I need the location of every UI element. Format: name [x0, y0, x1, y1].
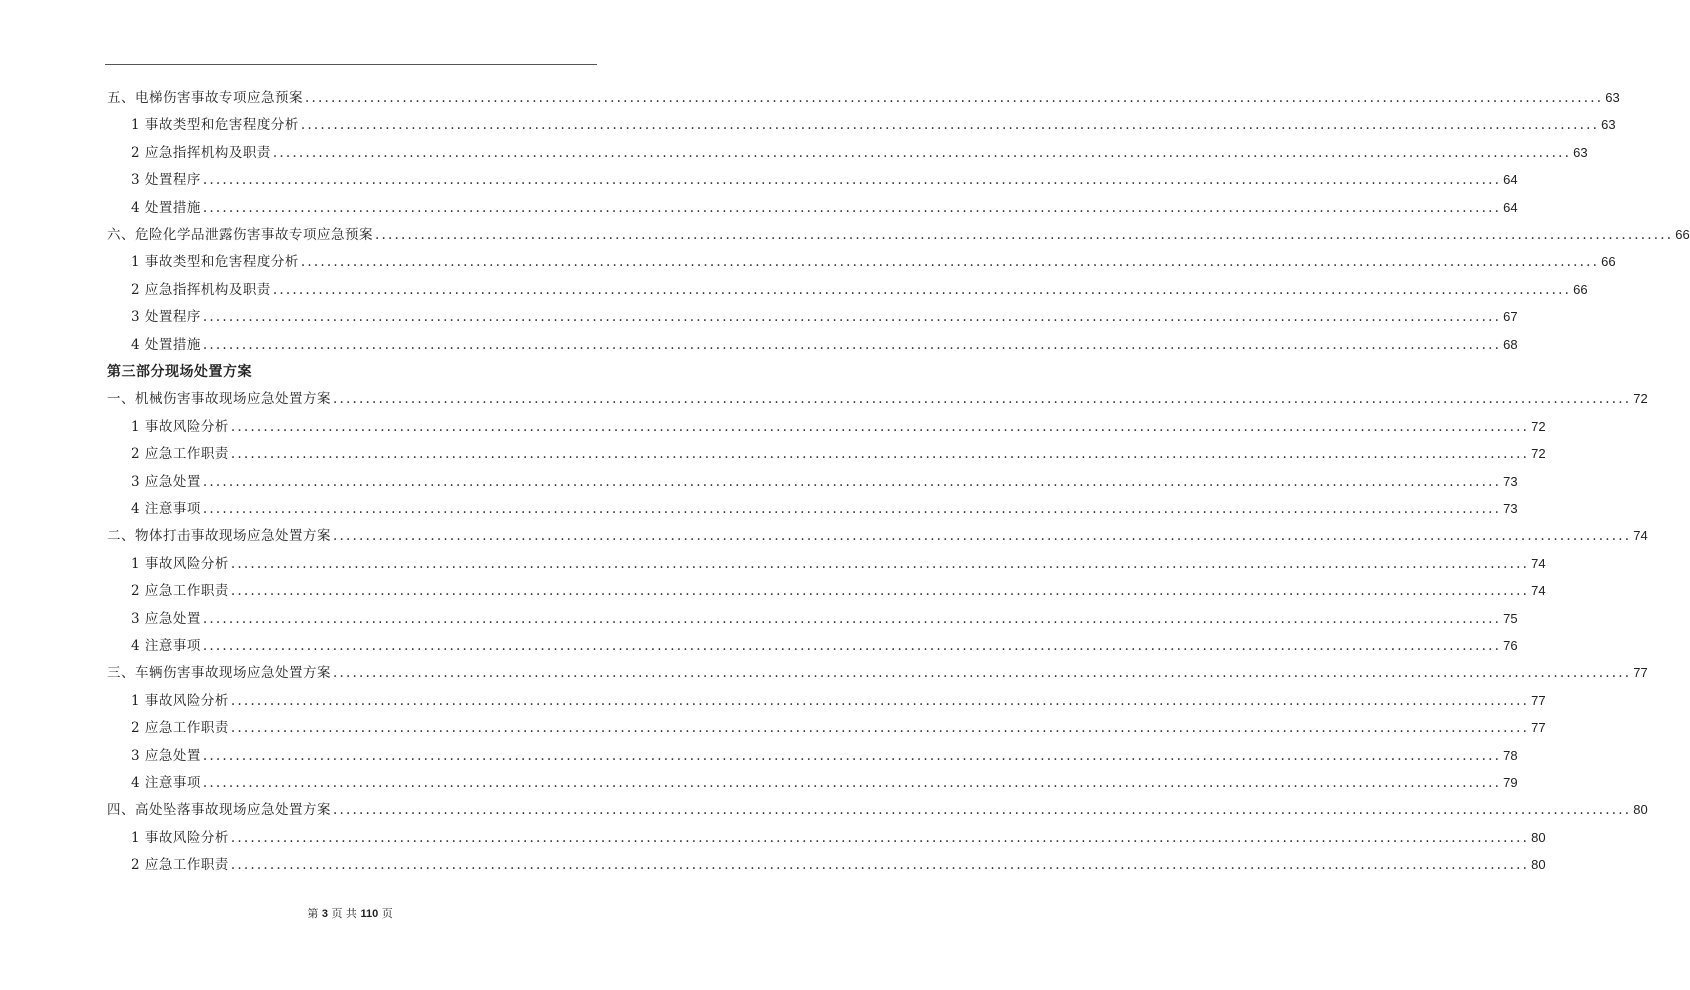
- toc-row: [0, 498, 1518, 524]
- toc-leader-dots: ........................................................................................................................................................................................................: [202, 309, 1502, 326]
- toc-subsection-entry[interactable]: [131, 197, 1518, 219]
- toc-entry-page-number: 66: [1601, 254, 1616, 270]
- toc-subsection-entry[interactable]: [131, 772, 1518, 794]
- toc-subsection-entry[interactable]: [131, 827, 1546, 849]
- toc-part-heading: 第三部分现场处置方案: [107, 364, 252, 380]
- toc-entry-page-number: 77: [1633, 665, 1648, 681]
- toc-section-entry[interactable]: [107, 224, 1690, 246]
- toc-entry-page-number: 77: [1531, 720, 1546, 736]
- toc-row: [0, 334, 1518, 360]
- toc-row: [0, 635, 1518, 661]
- toc-entry-title: 五、电梯伤害事故专项应急预案: [107, 90, 303, 106]
- toc-leader-dots: ........................................................................................................................................................................................................: [230, 720, 1530, 737]
- toc-entry-page-number: 78: [1503, 747, 1518, 763]
- toc-leader-dots: ........................................................................................................................................................................................................: [333, 802, 1632, 819]
- toc-entry-title: 二、物体打击事故现场应急处置方案: [107, 528, 331, 545]
- toc-leader-dots: ........................................................................................................................................................................................................: [202, 638, 1502, 654]
- toc-row: [0, 854, 1546, 880]
- toc-leader-dots: ........................................................................................................................................................................................................: [202, 172, 1502, 189]
- toc-entry-page-number: 66: [1573, 281, 1588, 297]
- toc-entry-title: 2 应急指挥机构及职责: [131, 144, 271, 161]
- toc-row: [0, 142, 1588, 168]
- toc-row: [0, 690, 1546, 716]
- toc-entry-title: 3 应急处置: [131, 610, 201, 627]
- toc-leader-dots: ........................................................................................................................................................................................................: [300, 117, 1600, 134]
- toc-entry-title: 4 注意事项: [131, 501, 201, 517]
- toc-leader-dots: ........................................................................................................................................................................................................: [230, 446, 1530, 463]
- toc-leader-dots: ........................................................................................................................................................................................................: [333, 665, 1632, 682]
- toc-subsection-entry[interactable]: [131, 251, 1616, 273]
- toc-leader-dots: ........................................................................................................................................................................................................: [202, 199, 1502, 216]
- toc-leader-dots: ........................................................................................................................................................................................................: [230, 857, 1530, 874]
- toc-leader-dots: ........................................................................................................................................................................................................: [375, 227, 1674, 243]
- toc-row: [0, 169, 1518, 195]
- toc-entry-page-number: 68: [1503, 336, 1518, 352]
- toc-row: [0, 279, 1588, 305]
- toc-subsection-entry[interactable]: [131, 498, 1518, 520]
- toc-leader-dots: ........................................................................................................................................................................................................: [333, 391, 1632, 408]
- toc-leader-dots: ........................................................................................................................................................................................................: [272, 144, 1572, 161]
- toc-entry-title: 2 应急工作职责: [131, 583, 229, 600]
- toc-row: [0, 717, 1546, 743]
- toc-leader-dots: ........................................................................................................................................................................................................: [202, 747, 1502, 764]
- toc-row: [0, 525, 1648, 551]
- toc-entry-title: 1 事故类型和危害程度分析: [131, 254, 299, 271]
- toc-row: [0, 443, 1546, 469]
- toc-leader-dots: ........................................................................................................................................................................................................: [333, 528, 1632, 545]
- toc-entry-title: 1 事故风险分析: [131, 829, 229, 846]
- toc-leader-dots: ........................................................................................................................................................................................................: [230, 583, 1530, 600]
- footer-prefix: 第: [307, 907, 319, 920]
- toc-entry-title: 3 处置程序: [131, 172, 201, 189]
- toc-row: [0, 553, 1546, 579]
- footer-suffix: 页: [381, 907, 393, 920]
- toc-entry-title: 4 注意事项: [131, 638, 201, 654]
- toc-subsection-entry[interactable]: [131, 142, 1588, 164]
- toc-entry-page-number: 64: [1503, 199, 1518, 215]
- toc-row: [0, 745, 1518, 771]
- toc-entry-page-number: 79: [1503, 775, 1518, 790]
- toc-entry-title: 4 处置措施: [131, 199, 201, 216]
- toc-entry-title: 1 事故风险分析: [131, 555, 229, 572]
- toc-subsection-entry[interactable]: [131, 690, 1546, 712]
- toc-section-entry[interactable]: [107, 662, 1648, 684]
- toc-entry-page-number: 80: [1633, 802, 1648, 818]
- toc-row: [0, 388, 1648, 414]
- header-rule: [105, 64, 597, 65]
- toc-subsection-entry[interactable]: [131, 416, 1546, 438]
- toc-subsection-entry[interactable]: [131, 854, 1546, 876]
- toc-entry-page-number: 64: [1503, 172, 1518, 188]
- toc-entry-title: 2 应急工作职责: [131, 446, 229, 463]
- toc-row: [0, 87, 1620, 113]
- footer-middle: 页 共: [331, 907, 357, 920]
- toc-entry-page-number: 77: [1531, 692, 1546, 708]
- toc-entry-page-number: 63: [1601, 117, 1616, 133]
- footer-current-page: 3: [321, 908, 328, 920]
- toc-entry-title: 2 应急工作职责: [131, 720, 229, 737]
- toc-subsection-entry[interactable]: [131, 306, 1518, 328]
- toc-entry-title: 2 应急指挥机构及职责: [131, 281, 271, 298]
- toc-row: [0, 197, 1518, 223]
- toc-row: [0, 608, 1518, 634]
- toc-row: [0, 361, 700, 387]
- toc-subsection-entry[interactable]: [131, 635, 1518, 657]
- toc-entry-page-number: 76: [1503, 638, 1518, 653]
- toc-entry-title: 3 处置程序: [131, 309, 201, 326]
- toc-leader-dots: ........................................................................................................................................................................................................: [202, 336, 1502, 353]
- toc-leader-dots: ........................................................................................................................................................................................................: [230, 418, 1530, 435]
- toc-leader-dots: ........................................................................................................................................................................................................: [230, 829, 1530, 846]
- toc-entry-page-number: 66: [1675, 227, 1690, 242]
- toc-leader-dots: ........................................................................................................................................................................................................: [305, 90, 1604, 106]
- toc-subsection-entry[interactable]: [131, 608, 1518, 630]
- toc-row: [0, 306, 1518, 332]
- toc-entry-page-number: 80: [1531, 857, 1546, 873]
- toc-row: [0, 772, 1518, 798]
- toc-section-entry[interactable]: [107, 799, 1648, 821]
- toc-entry-title: 四、高处坠落事故现场应急处置方案: [107, 802, 331, 819]
- toc-entry-title: 3 应急处置: [131, 473, 201, 490]
- toc-subsection-entry[interactable]: [131, 443, 1546, 465]
- toc-entry-page-number: 63: [1605, 90, 1620, 105]
- toc-entry-title: 3 应急处置: [131, 747, 201, 764]
- toc-subsection-entry[interactable]: [131, 745, 1518, 767]
- toc-row: [0, 114, 1616, 140]
- toc-row: [0, 662, 1648, 688]
- toc-entry-title: 1 事故类型和危害程度分析: [131, 117, 299, 134]
- page-footer: [0, 905, 700, 921]
- toc-row: [0, 827, 1546, 853]
- toc-entry-page-number: 72: [1531, 446, 1546, 462]
- toc-entry-title: 一、机械伤害事故现场应急处置方案: [107, 391, 331, 408]
- toc-leader-dots: ........................................................................................................................................................................................................: [300, 254, 1600, 271]
- toc-entry-page-number: 74: [1531, 583, 1546, 599]
- toc-entry-page-number: 67: [1503, 309, 1518, 325]
- toc-entry-title: 1 事故风险分析: [131, 418, 229, 435]
- toc-entry-page-number: 80: [1531, 829, 1546, 845]
- toc-subsection-entry[interactable]: [131, 114, 1616, 136]
- toc-entry-page-number: 73: [1503, 473, 1518, 489]
- toc-leader-dots: ........................................................................................................................................................................................................: [202, 473, 1502, 490]
- toc-entry-page-number: 74: [1633, 528, 1648, 544]
- toc-row: [0, 416, 1546, 442]
- toc-entry-page-number: 73: [1503, 501, 1518, 516]
- toc-entry-title: 2 应急工作职责: [131, 857, 229, 874]
- toc-subsection-entry[interactable]: [131, 334, 1518, 356]
- toc-entry-page-number: 74: [1531, 555, 1546, 571]
- toc-leader-dots: ........................................................................................................................................................................................................: [202, 610, 1502, 627]
- toc-section-entry[interactable]: [107, 388, 1648, 410]
- toc-entry-title: 4 注意事项: [131, 775, 201, 791]
- toc-leader-dots: ........................................................................................................................................................................................................: [230, 692, 1530, 709]
- toc-entry-title: 三、车辆伤害事故现场应急处置方案: [107, 665, 331, 682]
- toc-row: [0, 580, 1546, 606]
- toc-section-entry[interactable]: [107, 525, 1648, 547]
- toc-subsection-entry[interactable]: [131, 553, 1546, 575]
- toc-entry-page-number: 72: [1531, 418, 1546, 434]
- toc-entry-title: 4 处置措施: [131, 336, 201, 353]
- toc-row: [0, 799, 1648, 825]
- toc-entry-page-number: 63: [1573, 144, 1588, 160]
- toc-subsection-entry[interactable]: [131, 717, 1546, 739]
- toc-leader-dots: ........................................................................................................................................................................................................: [230, 555, 1530, 572]
- toc-entry-page-number: 75: [1503, 610, 1518, 626]
- toc-leader-dots: ........................................................................................................................................................................................................: [202, 775, 1502, 791]
- toc-entry-title: 六、危险化学品泄露伤害事故专项应急预案: [107, 227, 373, 243]
- toc-section-entry[interactable]: [107, 87, 1620, 109]
- toc-subsection-entry[interactable]: [131, 169, 1518, 191]
- toc-subsection-entry[interactable]: [131, 471, 1518, 493]
- toc-row: [0, 251, 1616, 277]
- toc-row: [0, 471, 1518, 497]
- toc-entry-page-number: 72: [1633, 391, 1648, 407]
- toc-subsection-entry[interactable]: [131, 279, 1588, 301]
- toc-row: [0, 224, 1690, 250]
- toc-leader-dots: ........................................................................................................................................................................................................: [202, 501, 1502, 517]
- toc-subsection-entry[interactable]: [131, 580, 1546, 602]
- toc-leader-dots: ........................................................................................................................................................................................................: [272, 281, 1572, 298]
- toc-entry-title: 1 事故风险分析: [131, 692, 229, 709]
- footer-total-pages: 110: [360, 908, 379, 920]
